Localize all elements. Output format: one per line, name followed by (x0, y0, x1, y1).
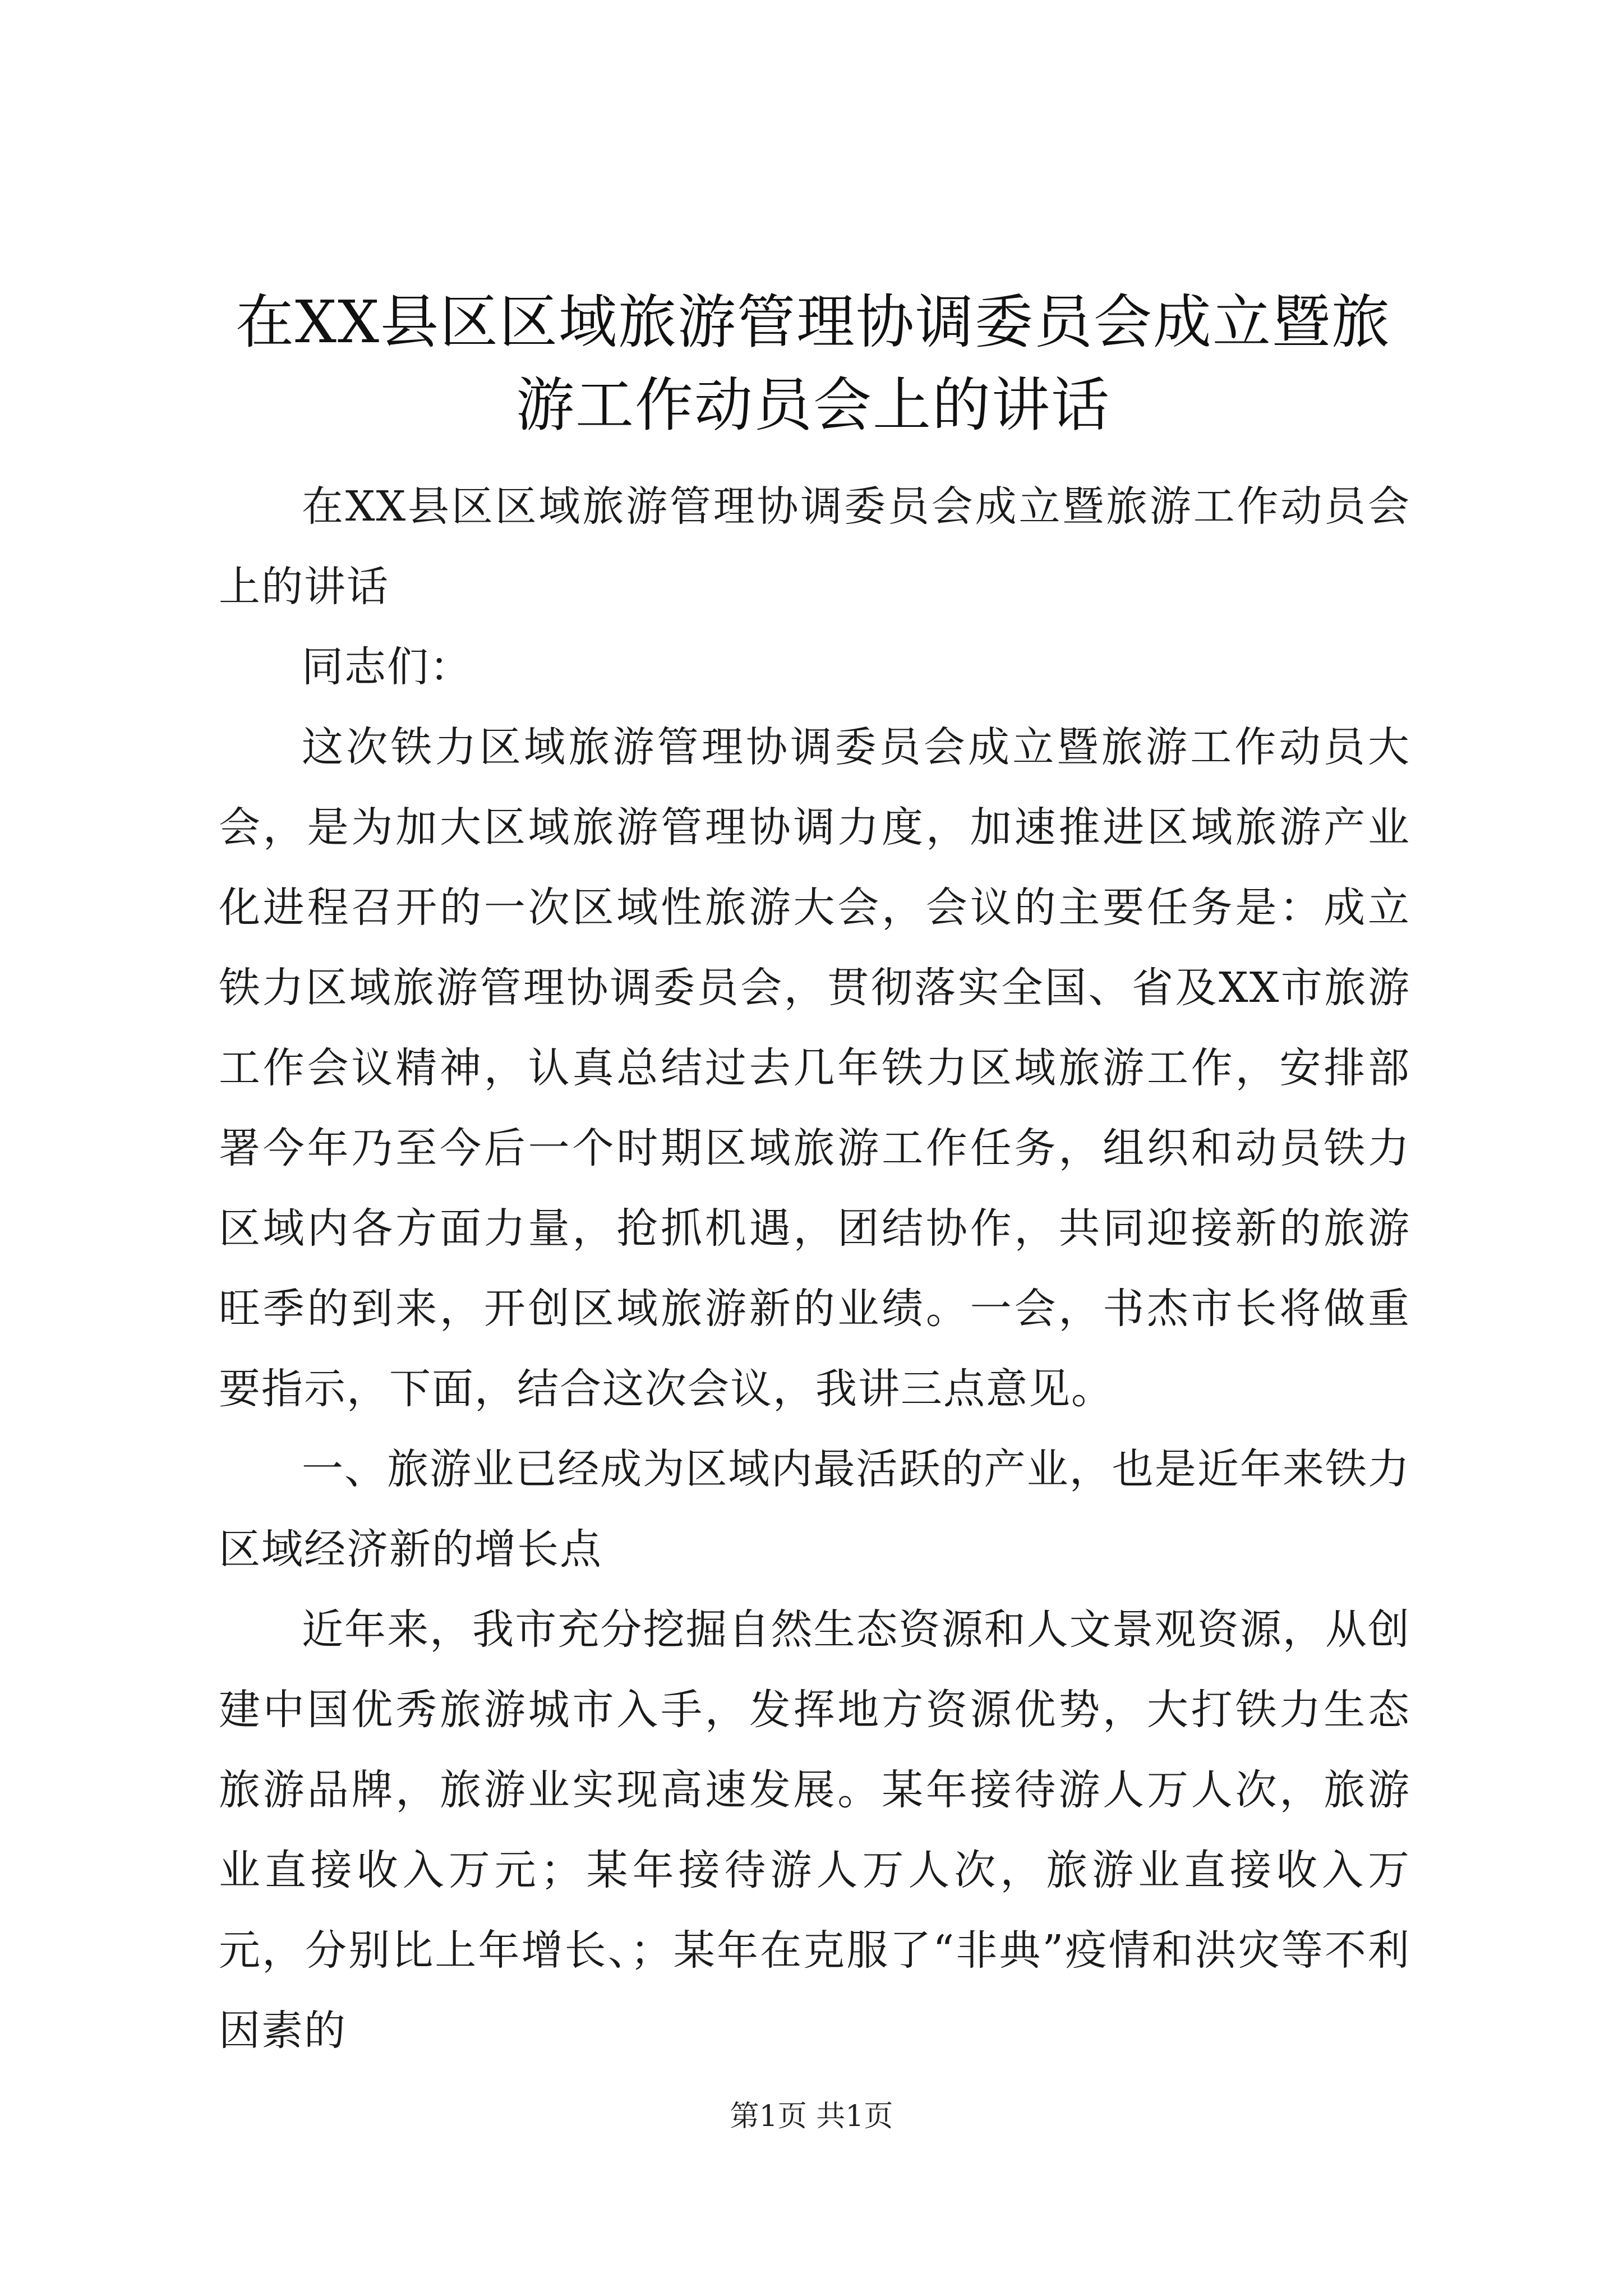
paragraph-introduction: 这次铁力区域旅游管理协调委员会成立暨旅游工作动员大会，是为加大区域旅游管理协调力度，加速推进区域旅游产业化进程召开的一次区域性旅游大会，会议的主要任务是：成立铁力区域旅游管理协调委员会，贯彻落实全国、省及XX市旅游工作会议精神，认真总结过去几年铁力区域旅游工作，安排部署今年乃至今后一个时期区域旅游工作任务，组织和动员铁力区域内各方面力量，抢抓机遇，团结协作，共同迎接新的旅游旺季的到来，开创区域旅游新的业绩。一会，书杰市长将做重要指示，下面，结合这次会议，我讲三点意见。 (219, 723, 1410, 1413)
paragraph-title-repeat: 在XX县区区域旅游管理协调委员会成立暨旅游工作动员会上的讲话 (219, 482, 1410, 611)
paragraph-development: 近年来，我市充分挖掘自然生态资源和人文景观资源，从创建中国优秀旅游城市入手，发挥地方资源优势，大打铁力生态旅游品牌，旅游业实现高速发展。某年接待游人万人次，旅游业直接收入万元；某年接待游人万人次，旅游业直接收入万元，分别比上年增长、；某年在克服了“非典”疫情和洪灾等不利因素的 (219, 1605, 1410, 2055)
page-number: 第1页 共1页 (730, 2100, 893, 2133)
paragraph-salutation: 同志们： (302, 643, 472, 691)
document-title: 在XX县区区域旅游管理协调委员会成立暨旅游工作动员会上的讲话 (235, 288, 1391, 439)
document-body (219, 467, 1410, 2071)
section-heading-one: 一、旅游业已经成为区域内最活跃的产业，也是近年来铁力区域经济新的增长点 (219, 1445, 1410, 1573)
